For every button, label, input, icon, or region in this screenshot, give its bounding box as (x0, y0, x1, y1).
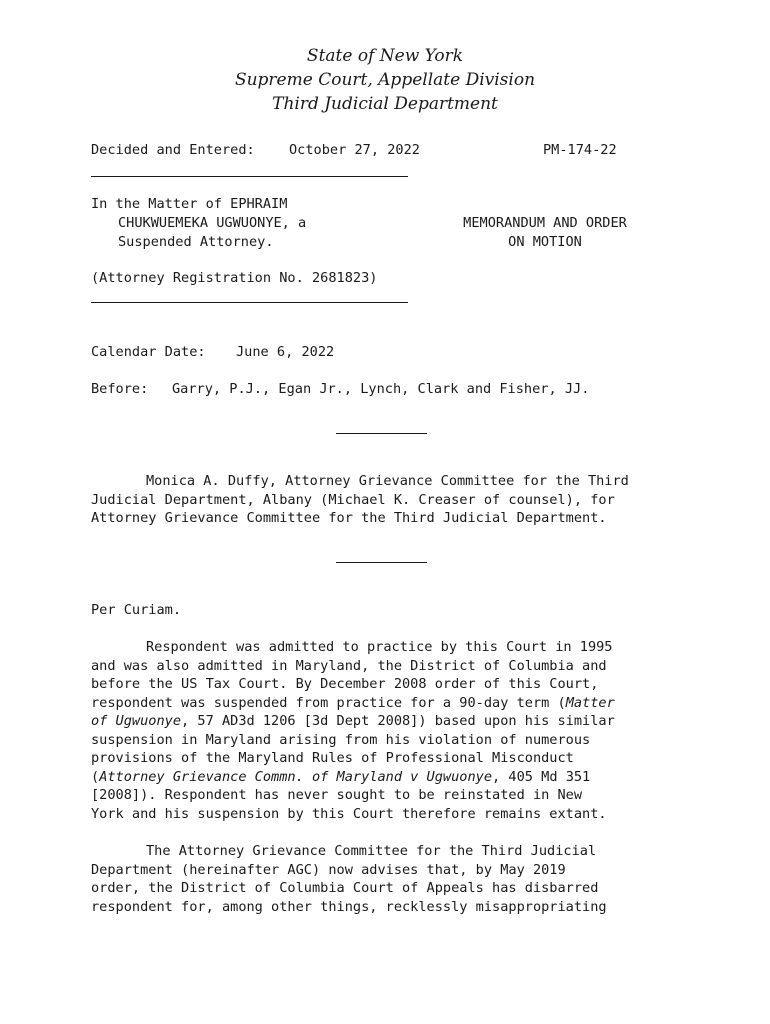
before-label: Before: (91, 381, 149, 397)
registration-number: (Attorney Registration No. 2681823) (91, 270, 378, 286)
counsel-line-2: Judicial Department, Albany (Michael K. Creaser of counsel), for (91, 491, 615, 508)
para1-line-7: provisions of the Maryland Rules of Professional Misconduct (91, 750, 574, 766)
before-judges: Garry, P.J., Egan Jr., Lynch, Clark and Fisher, JJ. (172, 381, 590, 397)
para1-line-5-text: , 57 AD3d 1206 [3d Dept 2008]) based upon his similar (181, 713, 615, 729)
calendar-date: June 6, 2022 (236, 344, 335, 360)
case-citation-italic: Matter (565, 694, 615, 711)
case-citation-italic: of Ugwuonye (91, 713, 182, 729)
decided-label: Decided and Entered: (91, 142, 255, 158)
decided-date: October 27, 2022 (289, 142, 420, 158)
order-type-line-2: ON MOTION (508, 233, 582, 250)
para2-line-1: The Attorney Grievance Committee for the Third Judicial (146, 843, 597, 859)
calendar-label: Calendar Date: (91, 344, 206, 360)
case-citation-italic: Attorney Grievance Commn. of Maryland v Ugwuonye (99, 768, 493, 785)
caption-line-3: Suspended Attorney. (118, 234, 274, 250)
para1-line-4-text: respondent was suspended from practice for a 90-day term ( (91, 694, 566, 711)
counsel-paragraph (91, 472, 691, 528)
order-type (440, 214, 650, 251)
opinion-paragraph-1 (91, 638, 691, 823)
caption-line-1: In the Matter of EPHRAIM (91, 196, 288, 212)
para1-line-2: and was also admitted in Maryland, the District of Columbia and (91, 657, 607, 674)
para1-line-8-open: ( (91, 768, 100, 785)
order-type-line-1: MEMORANDUM AND ORDER (463, 215, 627, 231)
para2-line-2: Department (hereinafter AGC) now advises that, by May 2019 (91, 861, 566, 878)
docket-number: PM-174-22 (543, 142, 617, 158)
para1-line-10: York and his suspension by this Court therefore remains extant. (91, 805, 607, 822)
para1-line-3: before the US Tax Court. By December 2008 order of this Court, (91, 676, 599, 692)
para2-line-3: order, the District of Columbia Court of Appeals has disbarred (91, 880, 599, 896)
para1-line-8-text: , 405 Md 351 (492, 768, 591, 785)
para1-line-6: suspension in Maryland arising from his violation of numerous (91, 731, 591, 748)
para1-line-4 (91, 694, 691, 713)
caption-line-2: CHUKWUEMEKA UGWUONYE, a (118, 215, 307, 231)
section-divider-1 (336, 433, 427, 434)
per-curiam: Per Curiam. (91, 602, 182, 618)
para2-line-4: respondent for, among other things, recklessly misappropriating (91, 898, 607, 915)
court-state: State of New York (306, 46, 464, 66)
para1-line-5 (91, 712, 691, 731)
caption-top-rule (91, 176, 408, 177)
court-name: Supreme Court, Appellate Division (234, 70, 536, 90)
counsel-line-1: Monica A. Duffy, Attorney Grievance Committee for the Third (146, 473, 629, 489)
para1-line-9: [2008]). Respondent has never sought to be reinstated in New (91, 787, 583, 803)
para1-line-8 (91, 768, 691, 787)
opinion-paragraph-2 (91, 842, 691, 916)
court-header (0, 44, 770, 116)
court-department: Third Judicial Department (272, 94, 498, 114)
para1-line-1: Respondent was admitted to practice by this Court in 1995 (146, 639, 613, 655)
section-divider-2 (336, 562, 427, 563)
counsel-line-3: Attorney Grievance Committee for the Third Judicial Department. (91, 510, 607, 526)
caption-bottom-rule (91, 302, 408, 303)
